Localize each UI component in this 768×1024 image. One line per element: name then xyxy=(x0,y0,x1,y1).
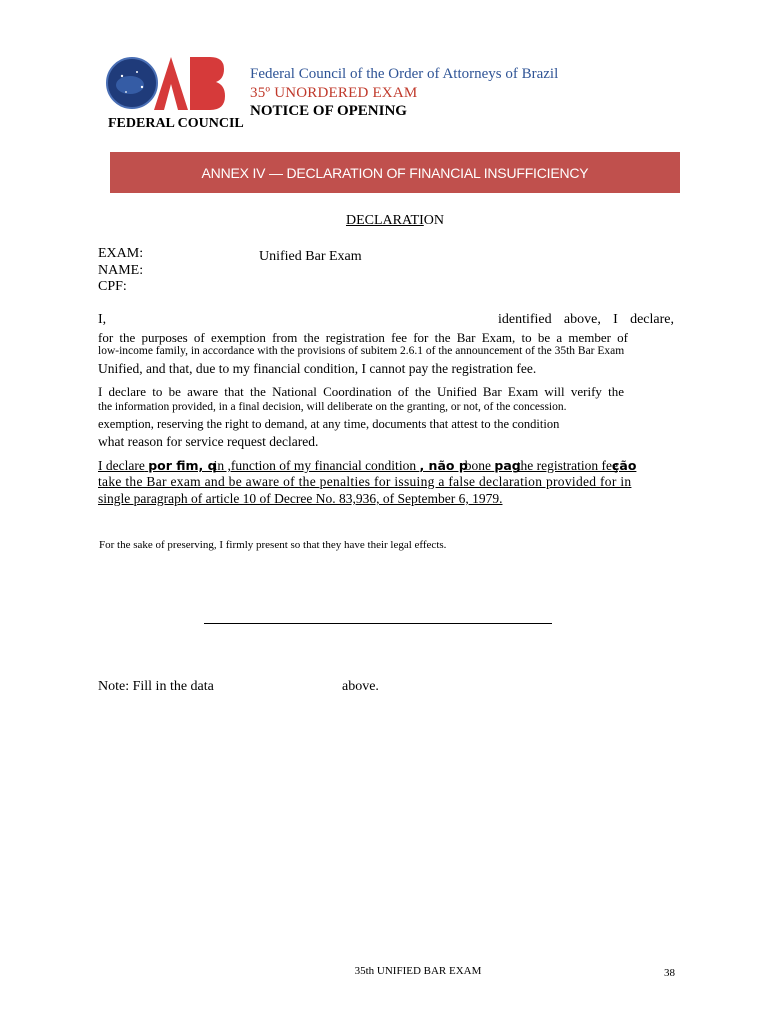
p3-g: the registration fee xyxy=(516,458,618,473)
federal-council-label: FEDERAL COUNCIL xyxy=(108,116,244,131)
p1-word-declare: declare, xyxy=(630,312,674,327)
paragraph2-line3: exemption, reserving the right to demand, at any time, documents that attest to the condition xyxy=(98,417,560,431)
signature-line xyxy=(204,623,552,624)
exam-value: Unified Bar Exam xyxy=(259,249,362,264)
paragraph2-line1: I declare to be aware that the National Coordination of the Unified Bar Exam will verify the xyxy=(98,384,624,399)
p3-h: ção xyxy=(611,458,637,473)
oab-logo xyxy=(104,54,226,112)
paragraph1-line4: Unified, and that, due to my financial condition, I cannot pay the registration fee. xyxy=(98,361,537,376)
p3-c: in ,function of my financial condition xyxy=(213,458,420,473)
exam-label: EXAM: xyxy=(98,246,144,261)
paragraph3-line3: single paragraph of article 10 of Decree No. 83,936, of September 6, 1979. xyxy=(98,491,503,506)
p3-f: pag xyxy=(494,458,521,473)
p1-word-identified: identified xyxy=(498,312,552,327)
organization-name: Federal Council of the Order of Attorneys of Brazil xyxy=(250,66,559,82)
note-text: Note: Fill in the data xyxy=(98,679,214,694)
declaration-title xyxy=(0,213,768,229)
paragraph3-line2: take the Bar exam and be aware of the penalties for issuing a false declaration provided for in xyxy=(98,474,632,489)
paragraph1-line1 xyxy=(98,312,674,328)
paragraph1-line2: for the purposes of exemption from the registration fee for the Bar Exam, to be a member of xyxy=(98,330,628,345)
p3-d: , não p xyxy=(419,458,468,473)
p3-b: por fim, q xyxy=(148,458,217,473)
paragraph3-line1 xyxy=(98,458,674,474)
declaration-title-underlined: DECLARATI xyxy=(345,213,424,228)
declaration-title-rest: ON xyxy=(423,213,444,228)
note-end-text: above. xyxy=(342,679,379,694)
paragraph2-line2: the information provided, in a final decision, will deliberate on the granting, or not, of the concession. xyxy=(98,401,567,413)
closing-statement: For the sake of preserving, I firmly present so that they have their legal effects. xyxy=(99,539,447,551)
p3-a: I declare xyxy=(98,458,145,473)
p3-e: bone xyxy=(464,458,492,473)
exam-title: 35º UNORDERED EXAM xyxy=(250,85,418,101)
paragraph2-line4: what reason for service request declared. xyxy=(98,434,319,449)
name-label: NAME: xyxy=(98,263,144,278)
footer-exam-title: 35th UNIFIED BAR EXAM xyxy=(354,965,482,977)
p1-word-above: above, xyxy=(563,312,601,327)
p1-end-words xyxy=(498,312,674,328)
p1-word-i: I xyxy=(613,312,618,327)
annex-title: ANNEX IV — DECLARATION OF FINANCIAL INSUFFICIENCY xyxy=(201,164,589,181)
cpf-label: CPF: xyxy=(98,279,127,294)
notice-title: NOTICE OF OPENING xyxy=(250,103,407,119)
paragraph1-line3: low-income family, in accordance with the provisions of subitem 2.6.1 of the announcement of the 35th Bar Exam xyxy=(98,345,625,357)
p1-start: I, xyxy=(98,312,107,327)
annex-banner xyxy=(110,152,680,193)
page-number: 38 xyxy=(664,967,675,979)
